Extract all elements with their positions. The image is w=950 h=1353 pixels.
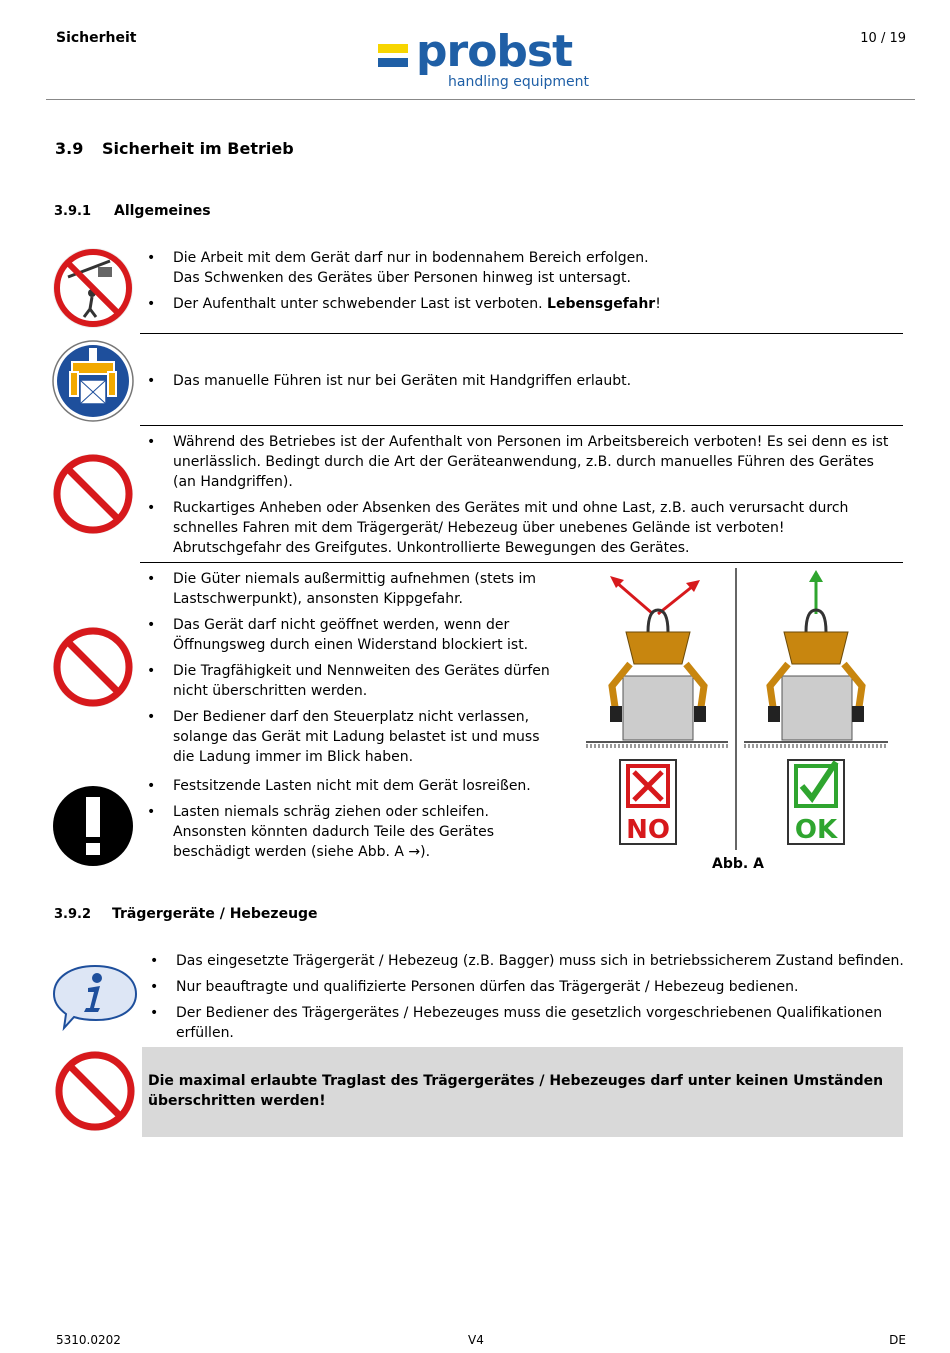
list-item-text: Die Arbeit mit dem Gerät darf nur in bodennahem Bereich erfolgen. Das Schwenken des Gerätes über Personen hinweg ist untersagt. <box>173 250 649 286</box>
list-item-text: Das Gerät darf nicht geöffnet werden, wenn der Öffnungsweg durch einen Widerstand blockiert ist. <box>173 617 529 653</box>
list-item-text: Der Bediener des Trägergerätes / Hebezeuges muss die gesetzlich vorgeschriebenen Qualifikationen erfüllen. <box>176 1005 883 1041</box>
list-item-text: Das eingesetzte Trägergerät / Hebezeug (z.B. Bagger) muss sich in betriebssicherem Zustand befinden. <box>176 953 904 969</box>
warning-text: Die maximal erlaubte Traglast des Trägergerätes / Hebezeuges darf unter keinen Umständen überschritten werden! <box>148 1073 884 1109</box>
section-title: Sicherheit im Betrieb <box>102 139 294 158</box>
ok-label: OK <box>794 815 838 845</box>
list-item <box>145 615 560 655</box>
probst-logo <box>378 26 593 94</box>
figure-abb-a <box>578 566 898 856</box>
section-number: 3.9 <box>55 139 84 158</box>
subsection-title: Allgemeines <box>114 203 211 219</box>
list-item-text: Festsitzende Lasten nicht mit dem Gerät losreißen. <box>173 778 531 794</box>
exclamation-icon <box>52 785 134 867</box>
separator <box>140 562 903 563</box>
list-item <box>148 1003 904 1043</box>
separator <box>140 425 903 426</box>
block2-list <box>145 371 885 397</box>
list-item <box>145 776 565 796</box>
list-item-text: Ruckartiges Anheben oder Absenken des Gerätes mit und ohne Last, z.B. auch verursacht durch schnelles Fahren mit dem Trägergerät/ Hebezeug über unebenes Gelände ist verboten! Abrutschgefahr des Greifgutes. Unkontrollierte Bewegungen des Gerätes. <box>173 500 849 556</box>
prohibition-icon <box>54 1050 136 1132</box>
subsection-number: 3.9.2 <box>54 907 92 922</box>
manual-guidance-icon <box>52 340 134 422</box>
page-number: 10 / 19 <box>860 31 906 46</box>
list-item-text: Die Tragfähigkeit und Nennweiten des Gerätes dürfen nicht überschritten werden. <box>173 663 550 699</box>
subsection-title: Trägergeräte / Hebezeuge <box>112 906 318 922</box>
list-item <box>145 707 560 767</box>
list-item <box>145 661 560 701</box>
wrong-lift-diagram <box>586 576 728 746</box>
ok-badge <box>788 760 844 845</box>
list-item: • Der Aufenthalt unter schwebender Last ist verboten. Lebensgefahr! <box>145 294 885 314</box>
block3-list <box>145 432 901 564</box>
header-section: Sicherheit <box>56 30 137 46</box>
warning-box <box>142 1047 903 1137</box>
list-item <box>145 569 560 609</box>
footer-version: V4 <box>468 1333 484 1347</box>
footer-language: DE <box>889 1333 906 1347</box>
list-item <box>145 432 901 492</box>
list-item <box>148 951 904 971</box>
list-item <box>145 498 901 558</box>
separator <box>140 333 903 334</box>
block4-list <box>145 569 560 773</box>
block5-list <box>145 776 565 868</box>
list-item-text: Der Bediener darf den Steuerplatz nicht verlassen, solange das Gerät mit Ladung belastet ist und muss die Ladung immer im Blick haben. <box>173 709 540 765</box>
block1-list <box>145 248 885 320</box>
list-item-text: Lasten niemals schräg ziehen oder schleifen. Ansonsten könnten dadurch Teile des Gerätes beschädigt werden (siehe Abb. A →). <box>173 804 495 860</box>
list-item <box>145 371 885 391</box>
no-label: NO <box>626 815 670 845</box>
list-item-text: Das manuelle Führen ist nur bei Geräten mit Handgriffen erlaubt. <box>173 373 632 389</box>
figure-caption: Abb. A <box>712 856 764 872</box>
bold-warning: Lebensgefahr <box>547 296 656 312</box>
list-item-text: Die Güter niemals außermittig aufnehmen (stets im Lastschwerpunkt), ansonsten Kippgefahr. <box>173 571 537 607</box>
prohibition-icon <box>52 453 134 535</box>
logo-subtitle: handling equipment <box>448 74 589 90</box>
list-item-text: Nur beauftragte und qualifizierte Personen dürfen das Trägergerät / Hebezeug bedienen. <box>176 979 799 995</box>
footer-doc-number: 5310.0202 <box>56 1333 121 1347</box>
list-item <box>148 977 904 997</box>
list-item-text: Während des Betriebes ist der Aufenthalt von Personen im Arbeitsbereich verboten! Es sei denn es ist unerlässlich. Bedingt durch die Art der Geräteanwendung, z.B. durch manuelles Führen des Gerätes (an Handgriffen). <box>173 434 889 490</box>
logo-bar-yellow <box>378 44 408 53</box>
prohibition-icon <box>52 626 134 708</box>
no-persons-under-load-icon <box>52 247 134 329</box>
block6-list <box>148 951 904 1049</box>
list-item-text: Der Aufenthalt unter schwebender Last ist verboten. <box>173 296 543 312</box>
subsection-number: 3.9.1 <box>54 204 92 219</box>
info-icon <box>50 962 140 1032</box>
list-item <box>145 248 885 288</box>
logo-bar-blue <box>378 58 408 67</box>
header-rule <box>46 99 915 100</box>
correct-lift-diagram <box>744 570 888 746</box>
no-badge <box>620 760 676 845</box>
list-item <box>145 802 565 862</box>
logo-word: probst <box>416 26 573 77</box>
